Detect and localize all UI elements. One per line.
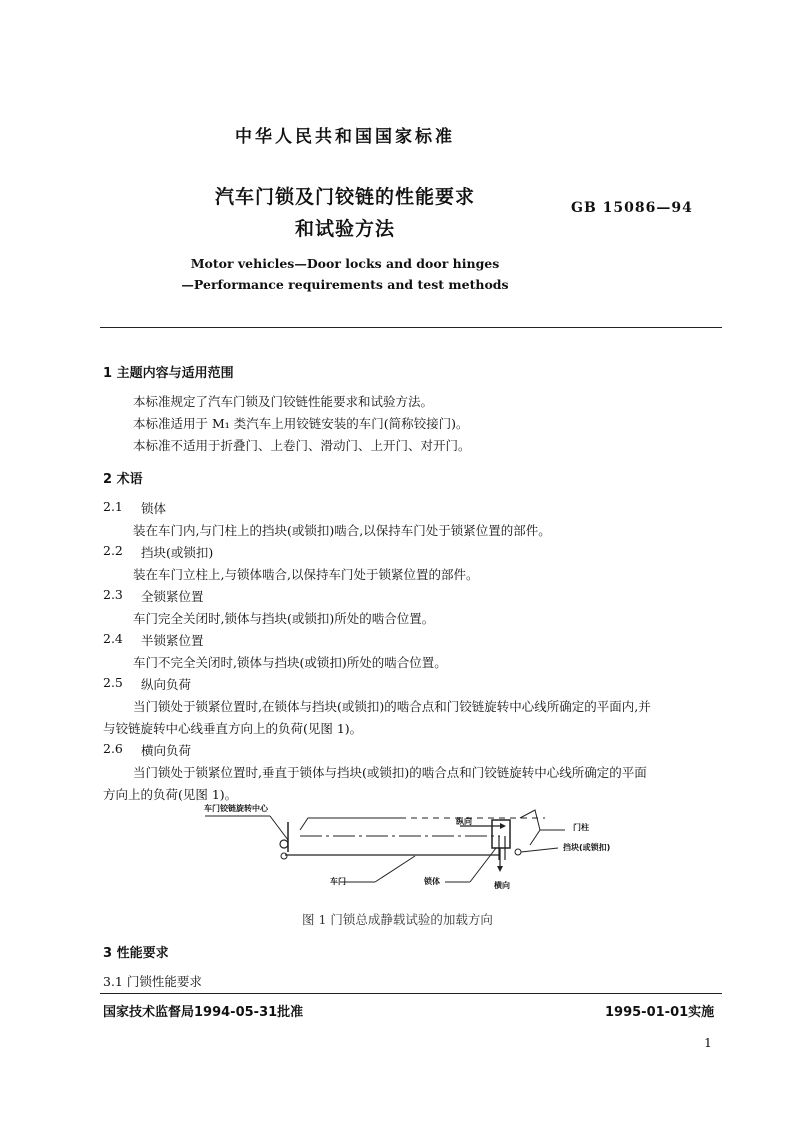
clause-2-4-term: 半锁紧位置 (141, 633, 204, 648)
clause-3-1-heading: 3.1 门锁性能要求 (103, 974, 202, 989)
clause-2-5-text-line2: 与铰链旋转中心线垂直方向上的负荷(见图 1)。 (103, 721, 363, 736)
figure-label-lock: 锁体 (424, 877, 440, 886)
issuer-heading: 中华人民共和国国家标准 (235, 127, 455, 147)
section-2-heading: 2 术语 (103, 472, 143, 487)
figure-1-caption: 图 1 门锁总成静载试验的加载方向 (302, 912, 493, 927)
clause-2-6-text-line2: 方向上的负荷(见图 1)。 (103, 787, 238, 802)
figure-label-pillar: 门柱 (573, 823, 589, 832)
clause-2-1-text: 装在车门内,与门柱上的挡块(或锁扣)啮合,以保持车门处于锁紧位置的部件。 (133, 523, 551, 538)
document-title-line1: 汽车门锁及门铰链的性能要求 (214, 186, 475, 208)
figure-label-striker: 挡块(或锁扣) (563, 843, 611, 852)
figure-label-door: 车门 (330, 877, 346, 886)
clause-2-5-text-line1: 当门锁处于锁紧位置时,在锁体与挡块(或锁扣)的啮合点和门铰链旋转中心线所确定的平面内,并 (133, 699, 651, 714)
clause-2-5-number: 2.5 (103, 675, 123, 690)
clause-2-1-term: 锁体 (141, 501, 167, 516)
section-1-heading: 1 主题内容与适用范围 (103, 366, 234, 381)
clause-2-4-number: 2.4 (103, 631, 123, 646)
section-1-para-3: 本标准不适用于折叠门、上卷门、滑动门、上开门、对开门。 (133, 438, 471, 453)
english-title-line1: Motor vehicles—Door locks and door hinges (190, 256, 500, 271)
approval-date: 国家技术监督局1994-05-31批准 (103, 1005, 304, 1020)
clause-2-3-number: 2.3 (103, 587, 123, 602)
clause-2-2-term: 挡块(或锁扣) (141, 545, 214, 560)
implementation-date: 1995-01-01实施 (605, 1005, 715, 1020)
clause-2-4-text: 车门不完全关闭时,锁体与挡块(或锁扣)所处的啮合位置。 (133, 655, 447, 670)
clause-2-2-text: 装在车门立柱上,与锁体啮合,以保持车门处于锁紧位置的部件。 (133, 567, 479, 582)
clause-2-3-term: 全锁紧位置 (141, 589, 204, 604)
figure-label-transverse: 横向 (494, 881, 510, 890)
footer-divider (100, 993, 722, 994)
english-title-line2: —Performance requirements and test methods (181, 277, 509, 292)
clause-2-6-term: 横向负荷 (141, 743, 192, 758)
clause-2-6-text-line1: 当门锁处于锁紧位置时,垂直于锁体与挡块(或锁扣)的啮合点和门铰链旋转中心线所确定的平面 (133, 765, 647, 780)
section-1-para-2: 本标准适用于 M₁ 类汽车上用铰链安装的车门(简称铰接门)。 (133, 416, 469, 431)
figure-label-hinge-center: 车门铰链旋转中心 (204, 804, 268, 813)
clause-2-1-number: 2.1 (103, 499, 123, 514)
clause-2-6-number: 2.6 (103, 741, 123, 756)
clause-2-5-term: 纵向负荷 (141, 677, 192, 692)
standard-number: GB 15086—94 (571, 200, 693, 216)
header-divider (100, 327, 722, 328)
section-3-heading: 3 性能要求 (103, 946, 169, 961)
clause-2-3-text: 车门完全关闭时,锁体与挡块(或锁扣)所处的啮合位置。 (133, 611, 435, 626)
clause-2-2-number: 2.2 (103, 543, 123, 558)
document-title-line2: 和试验方法 (294, 218, 395, 240)
section-1-para-1: 本标准规定了汽车门锁及门铰链性能要求和试验方法。 (133, 394, 434, 409)
figure-label-longitudinal: 纵向 (456, 817, 472, 826)
page-number: 1 (704, 1035, 712, 1050)
